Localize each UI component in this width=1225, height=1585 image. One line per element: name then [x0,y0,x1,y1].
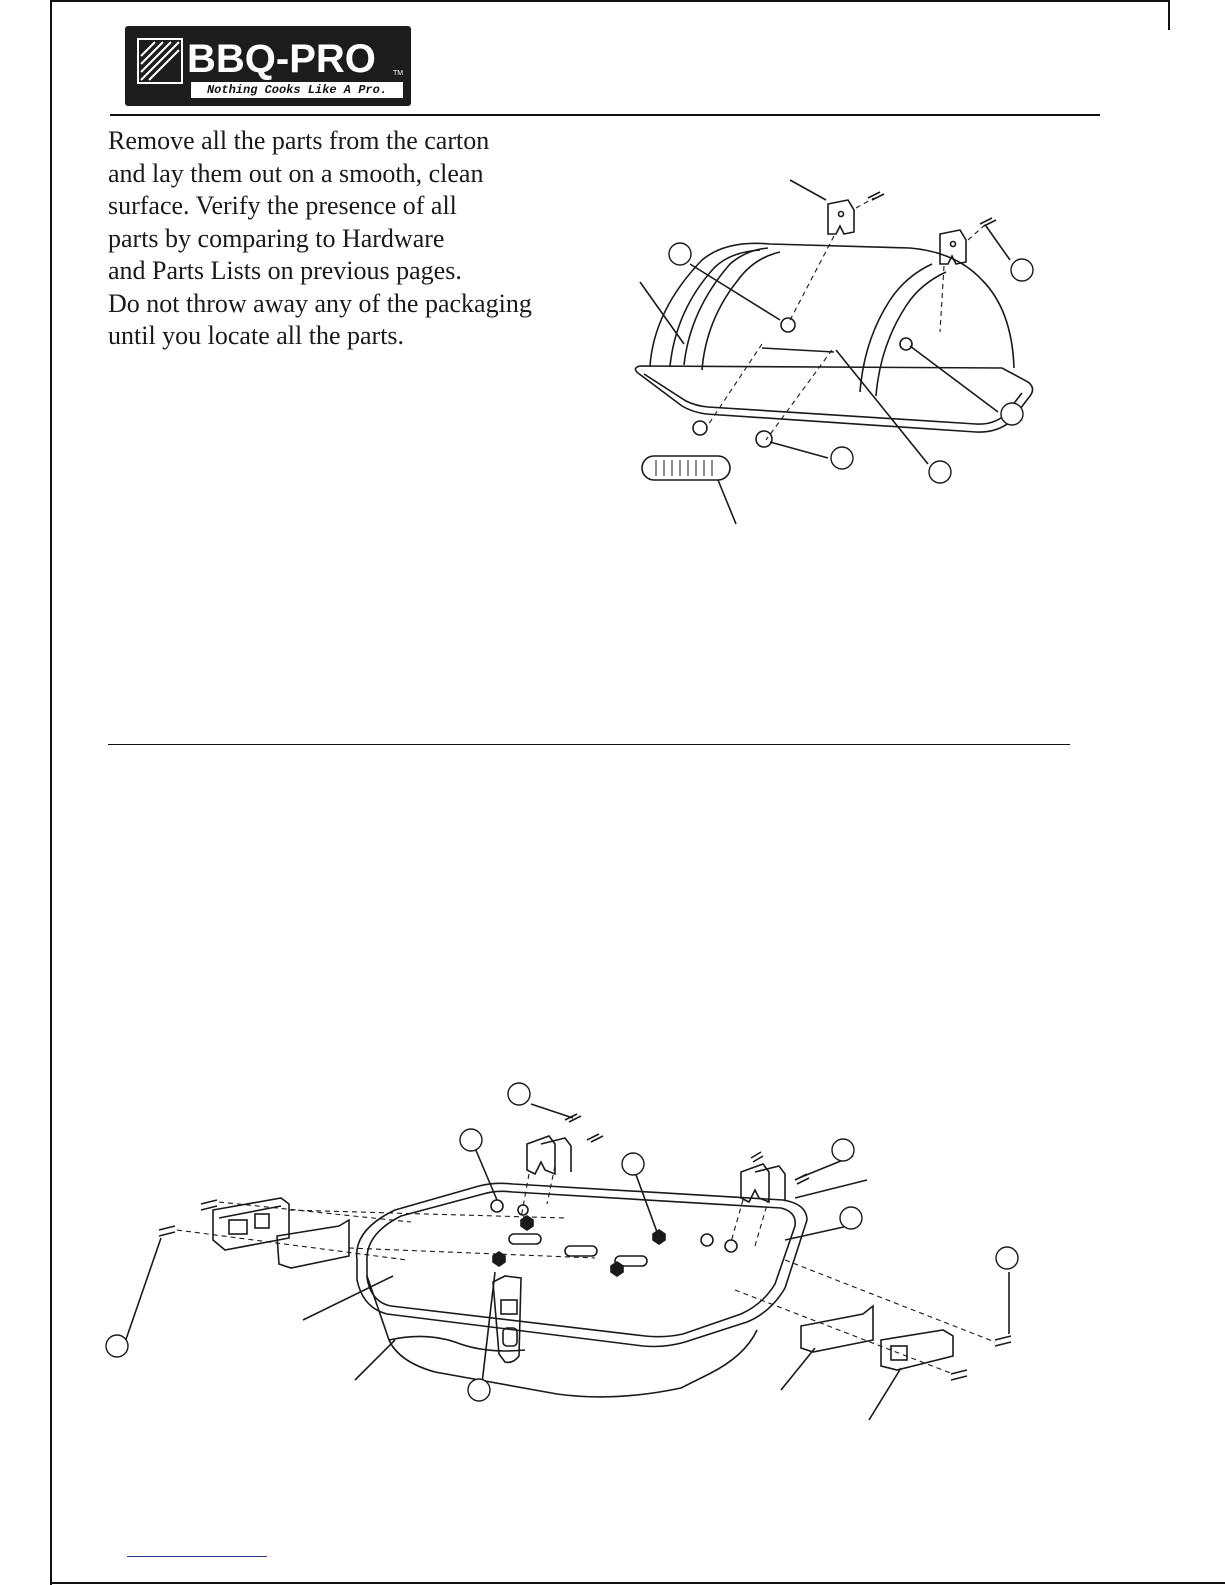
instruction-line: until you locate all the parts. [108,321,405,350]
lid-assembly-diagram [610,160,1090,540]
instruction-line: Do not throw away any of the packaging [108,288,532,318]
footer-link-underline [127,1556,267,1557]
brand-logo [125,26,411,106]
trademark-mark: TM [393,70,404,77]
instruction-line: surface. Verify the presence of all [108,191,457,220]
instruction-line: Remove all the parts from the carton [108,126,490,155]
base-assembly-diagram [95,1070,1095,1530]
page-border-left [50,0,52,1585]
section-divider [108,744,1070,745]
instruction-line: parts by comparing to Hardware [108,223,445,253]
instruction-line: and Parts Lists on previous pages. [108,256,462,285]
brand-name: BBQ-PRO [187,37,376,81]
page-border-right [1168,0,1170,30]
instruction-line: and lay them out on a smooth, clean [108,158,484,188]
lid-callout-markers [669,243,1033,483]
flame-stripes-icon [137,38,183,84]
brand-tagline: Nothing Cooks Like A Pro. [191,82,403,98]
page-border-bottom [50,1582,1225,1584]
instruction-paragraph [108,125,598,353]
page-border-top [50,0,1170,2]
header-rule [110,114,1100,116]
